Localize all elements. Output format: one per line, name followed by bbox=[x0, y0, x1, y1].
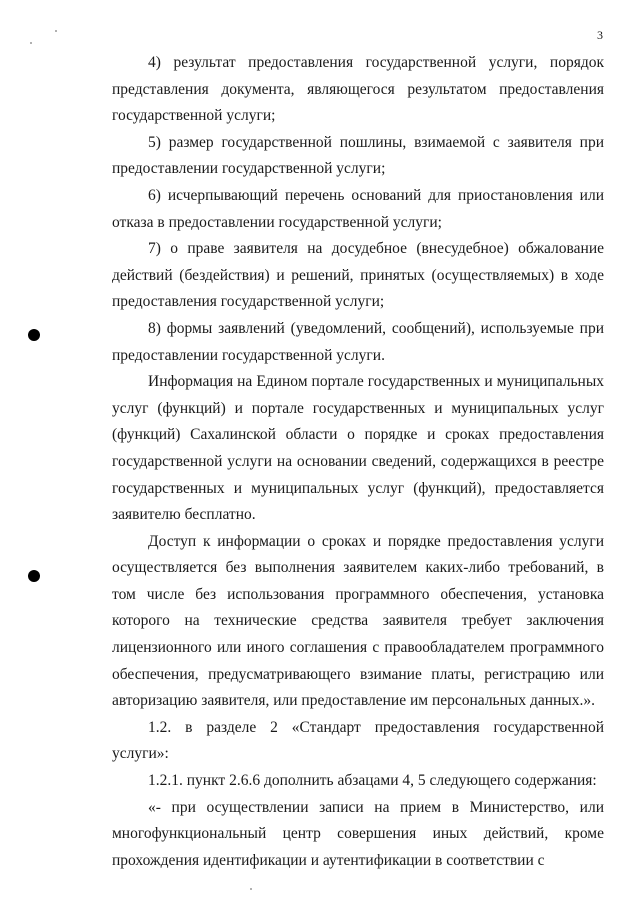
page-number: 3 bbox=[597, 28, 603, 42]
punch-hole bbox=[28, 570, 40, 582]
punch-hole bbox=[28, 329, 40, 341]
paragraph-section-1-2-1: 1.2.1. пункт 2.6.6 дополнить абзацами 4, 5 следующего содержания: bbox=[148, 772, 597, 790]
paragraph-portal-info: Информация на Едином портале государственных и муниципальных услуг (функций) и портале государственных и муниципальных услуг (функций) Сахалинской области о порядке и сроках предоставления государственной услуги на основании сведений, содержащихся в реестре государственных и муниципальных услуг (функций), предоставляется заявителю бесплатно. bbox=[112, 373, 604, 524]
list-item-5: 5) размер государственной пошлины, взимаемой с заявителя при предоставлении государственной услуги; bbox=[112, 133, 604, 178]
paragraph-section-1-2: 1.2. в разделе 2 «Стандарт предоставления государственной услуги»: bbox=[112, 718, 604, 763]
document-body bbox=[112, 50, 604, 874]
paragraph-access-info: Доступ к информации о сроках и порядке предоставления услуги осуществляется без выполнения заявителем каких-либо требований, в том числе без использования программного обеспечения, установка которого на технические средства заявителя требует заключения лицензионного или иного соглашения с правообладателем программного обеспечения, предусматривающего взимание платы, регистрацию или авторизацию заявителя, или предоставление им персональных данных.». bbox=[112, 532, 604, 710]
scan-speck bbox=[30, 42, 32, 44]
list-item-6: 6) исчерпывающий перечень оснований для приостановления или отказа в предоставлении государственной услуги; bbox=[112, 186, 604, 231]
scan-speck bbox=[55, 30, 57, 32]
scan-speck bbox=[250, 888, 252, 890]
list-item-8: 8) формы заявлений (уведомлений, сообщений), используемые при предоставлении государственной услуги. bbox=[112, 319, 604, 364]
list-item-7: 7) о праве заявителя на досудебное (внесудебное) обжалование действий (бездействия) и решений, принятых (осуществляемых) в ходе предоставления государственной услуги; bbox=[112, 240, 604, 311]
list-item-4: 4) результат предоставления государственной услуги, порядок представления документа, являющегося результатом предоставления государственной услуги; bbox=[112, 54, 604, 125]
paragraph-quote-start: «- при осуществлении записи на прием в Министерство, или многофункциональный центр совершения иных действий, кроме прохождения идентификации и аутентификации в соответствии с bbox=[112, 798, 604, 869]
